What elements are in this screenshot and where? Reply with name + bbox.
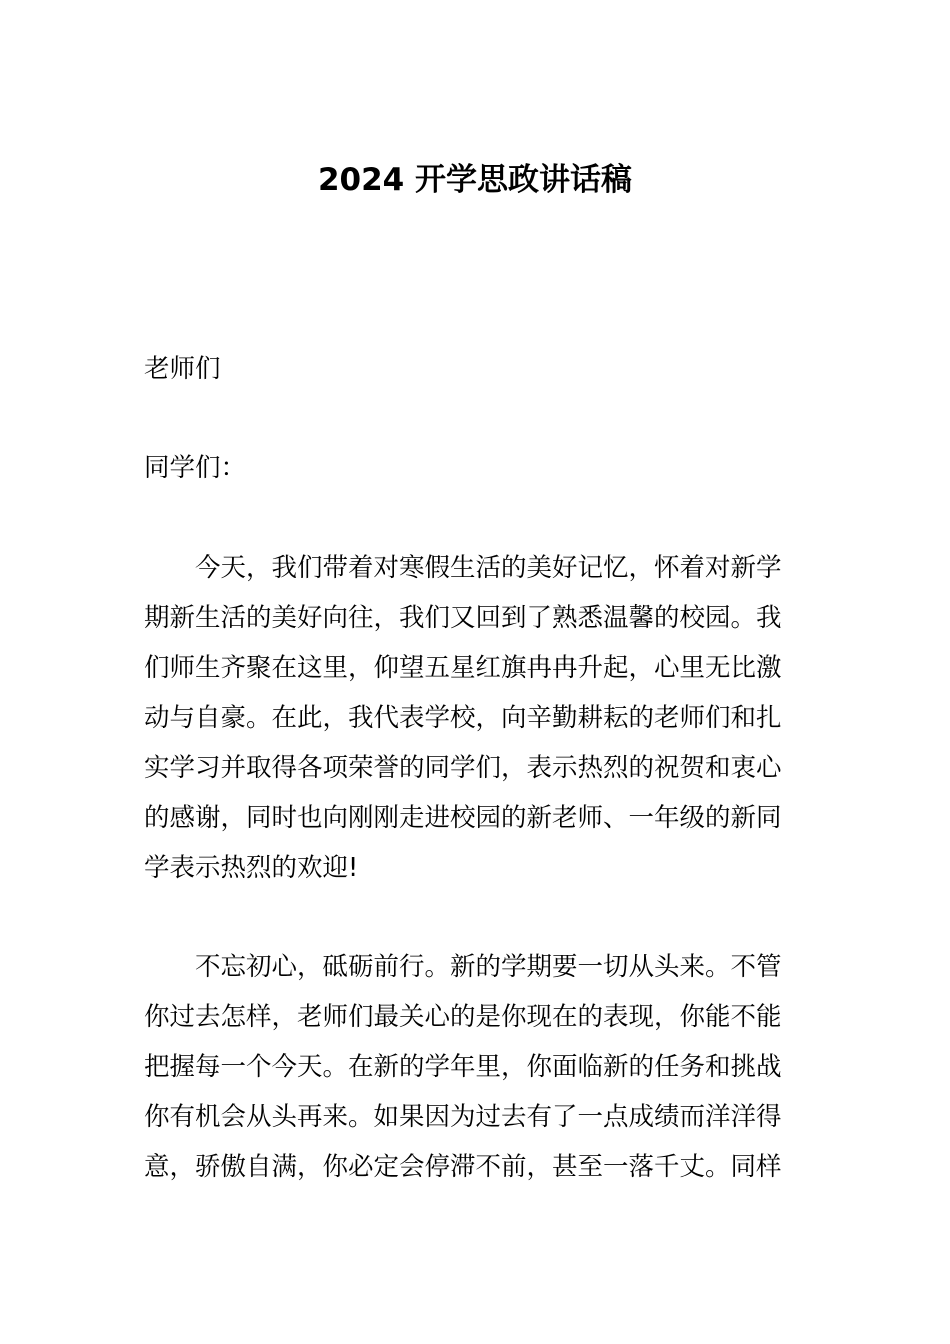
paragraph-line: 期新生活的美好向往，我们又回到了熟悉温馨的校园。我 xyxy=(144,603,782,633)
paragraph-line: 不忘初心，砥砺前行。新的学期要一切从头来。不管 xyxy=(195,952,782,982)
paragraph-line: 你有机会从头再来。如果因为过去有了一点成绩而洋洋得 xyxy=(144,1102,782,1132)
paragraph-line: 的感谢，同时也向刚刚走进校园的新老师、一年级的新同 xyxy=(144,803,782,833)
paragraph-line: 意，骄傲自满，你必定会停滞不前，甚至一落千丈。同样 xyxy=(144,1152,782,1182)
paragraph-line: 动与自豪。在此，我代表学校，向辛勤耕耘的老师们和扎 xyxy=(144,703,782,733)
paragraph-line: 学表示热烈的欢迎! xyxy=(144,853,359,883)
salutation-students: 同学们： xyxy=(144,453,247,483)
document-title: 2024 开学思政讲话稿 xyxy=(317,162,633,198)
paragraph-line: 今天，我们带着对寒假生活的美好记忆，怀着对新学 xyxy=(195,553,782,583)
salutation-teachers: 老师们 xyxy=(144,354,221,384)
paragraph-line: 实学习并取得各项荣誉的同学们，表示热烈的祝贺和衷心 xyxy=(144,753,782,783)
paragraph-line: 你过去怎样，老师们最关心的是你现在的表现，你能不能 xyxy=(144,1002,782,1032)
paragraph-line: 们师生齐聚在这里，仰望五星红旗冉冉升起，心里无比激 xyxy=(144,653,782,683)
paragraph-line: 把握每一个今天。在新的学年里，你面临新的任务和挑战 xyxy=(144,1052,782,1082)
